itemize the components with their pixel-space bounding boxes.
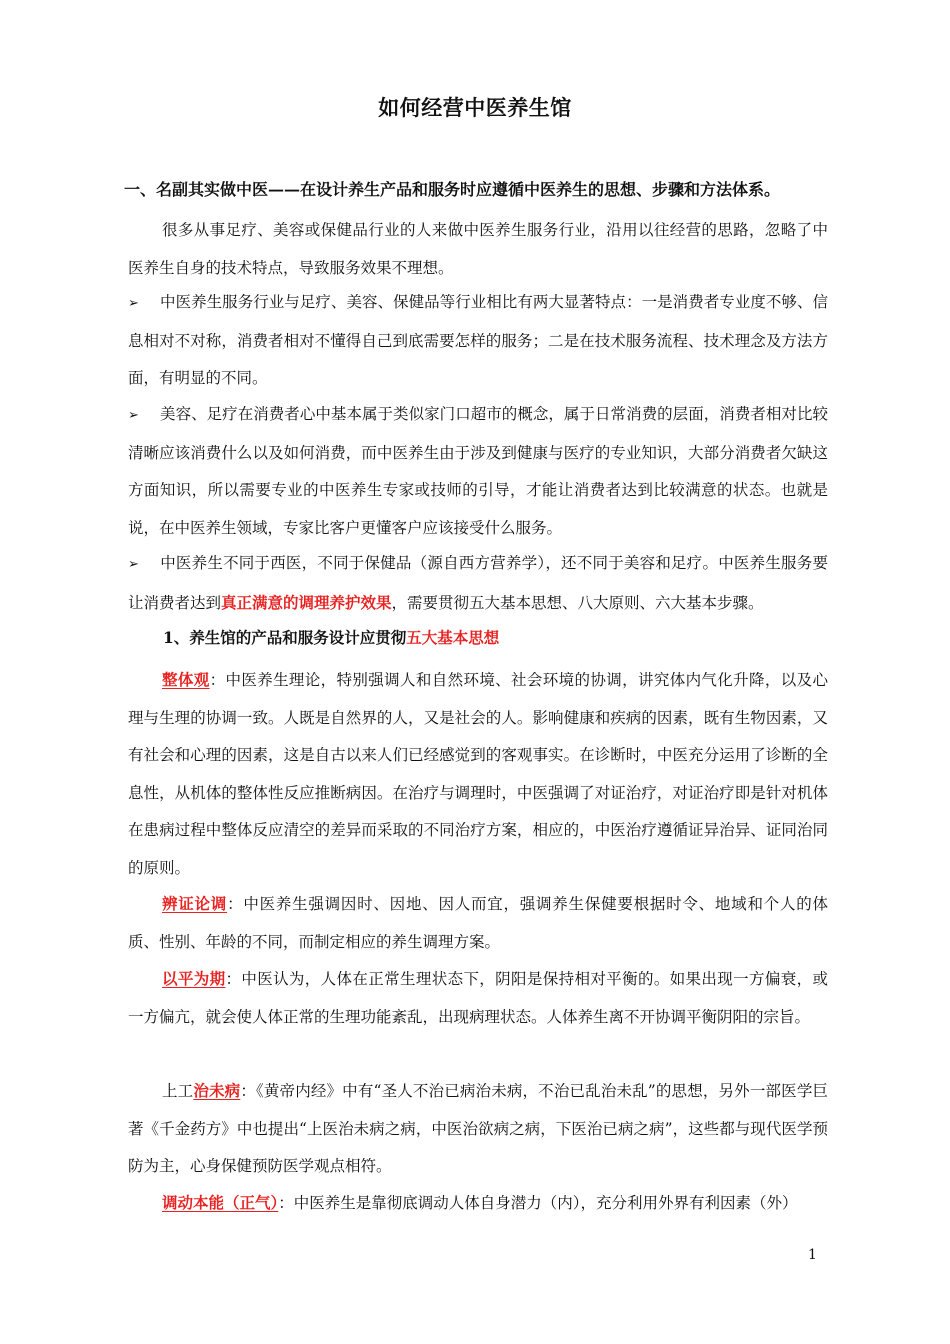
paragraph-zhengti (128, 661, 828, 887)
paragraph-text: ：《黄帝内经》中有“圣人不治已病治未病，不治已乱治未乱”的思想，另外一部医学巨著《千金药方》中也提出“上医治未病之病，中医治欲病之病，下医治已病之病”，这些都与现代医学预防为主，心身保健预防医学观点相符。 (128, 1082, 828, 1175)
subheading-highlight: 五大基本思想 (406, 628, 500, 647)
paragraph-text: ：中医认为，人体在正常生理状态下，阴阳是保持相对平衡的。如果出现一方偏衰，或一方偏亢，就会使人体正常的生理功能紊乱，出现病理状态。人体养生离不开协调平衡阴阳的宗旨。 (128, 970, 828, 1026)
page-number: 1 (808, 1247, 817, 1263)
bullet-item-2 (128, 396, 828, 547)
arrow-bullet-icon: ➢ (128, 408, 139, 423)
document-title: 如何经营中医养生馆 (378, 95, 572, 120)
paragraph-zhiweibing (128, 1072, 828, 1186)
term-zhengti: 整体观 (162, 670, 210, 689)
term-zhiweibing: 治未病 (193, 1081, 241, 1100)
bullet-text: 中医养生不同于西医，不同于保健品（源自西方营养学），还不同于美容和足疗。中医养生服务要让消费者达到 (128, 554, 828, 612)
paragraph-bianzheng (128, 885, 828, 961)
paragraph-text: ：中医养生理论，特别强调人和自然环境、社会环境的协调，讲究体内气化升降，以及心理与生理的协调一致。人既是自然界的人，又是社会的人。影响健康和疾病的因素，既有生物因素，又有社会和心理的因素，这是自古以来人们已经感觉到的客观事实。在诊断时，中医充分运用了诊断的全息性，从机体的整体性反应推断病因。在治疗与调理时，中医强调了对证治疗，对证治疗即是针对机体在患病过程中整体反应清空的差异而采取的不同治疗方案，相应的，中医治疗遵循证异治异、证同治同的原则。 (128, 671, 828, 877)
section-heading: 一、名副其实做中医——在设计养生产品和服务时应遵循中医养生的思想、步骤和方法体系。 (124, 180, 781, 199)
term-bianzheng: 辨证论调 (162, 894, 228, 913)
highlight-effect: 真正满意的调理养护效果 (221, 592, 392, 612)
intro-paragraph (128, 212, 828, 287)
intro-text: 很多从事足疗、美容或保健品行业的人来做中医养生服务行业，沿用以往经营的思路，忽略了中医养生自身的技术特点，导致服务效果不理想。 (128, 221, 828, 277)
term-tiaodong: 调动本能（正气） (162, 1193, 279, 1212)
bullet-item-3 (128, 545, 828, 622)
paragraph-tiaodong (128, 1184, 828, 1223)
bullet-text: 中医养生服务行业与足疗、美容、保健品等行业相比有两大显著特点：一是消费者专业度不够、信息相对不对称，消费者相对不懂得自己到底需要怎样的服务；二是在技术服务流程、技术理念及方法方面，有明显的不同。 (128, 293, 828, 387)
term-yiping: 以平为期 (162, 969, 226, 988)
paragraph-text: ：中医养生是靠彻底调动人体自身潜力（内），充分利用外界有利因素（外） (278, 1194, 798, 1212)
subheading (163, 626, 499, 648)
bullet-item-1 (128, 284, 828, 398)
subheading-text: 1、养生馆的产品和服务设计应贯彻 (163, 628, 407, 647)
paragraph-prefix: 上工 (162, 1082, 194, 1100)
arrow-bullet-icon: ➢ (128, 296, 139, 311)
paragraph-yiping (128, 960, 828, 1036)
bullet-text-tail: ，需要贯彻五大基本思想、八大原则、六大基本步骤。 (391, 593, 764, 612)
arrow-bullet-icon: ➢ (128, 557, 139, 572)
bullet-text: 美容、足疗在消费者心中基本属于类似家门口超市的概念，属于日常消费的层面，消费者相对比较清晰应该消费什么以及如何消费，而中医养生由于涉及到健康与医疗的专业知识，大部分消费者欠缺这方面知识，所以需要专业的中医养生专家或技师的引导，才能让消费者达到比较满意的状态。也就是说，在中医养生领域，专家比客户更懂客户应该接受什么服务。 (128, 405, 828, 537)
paragraph-text: ：中医养生强调因时、因地、因人而宜，强调养生保健要根据时令、地域和个人的体质、性别、年龄的不同，而制定相应的养生调理方案。 (128, 895, 828, 951)
